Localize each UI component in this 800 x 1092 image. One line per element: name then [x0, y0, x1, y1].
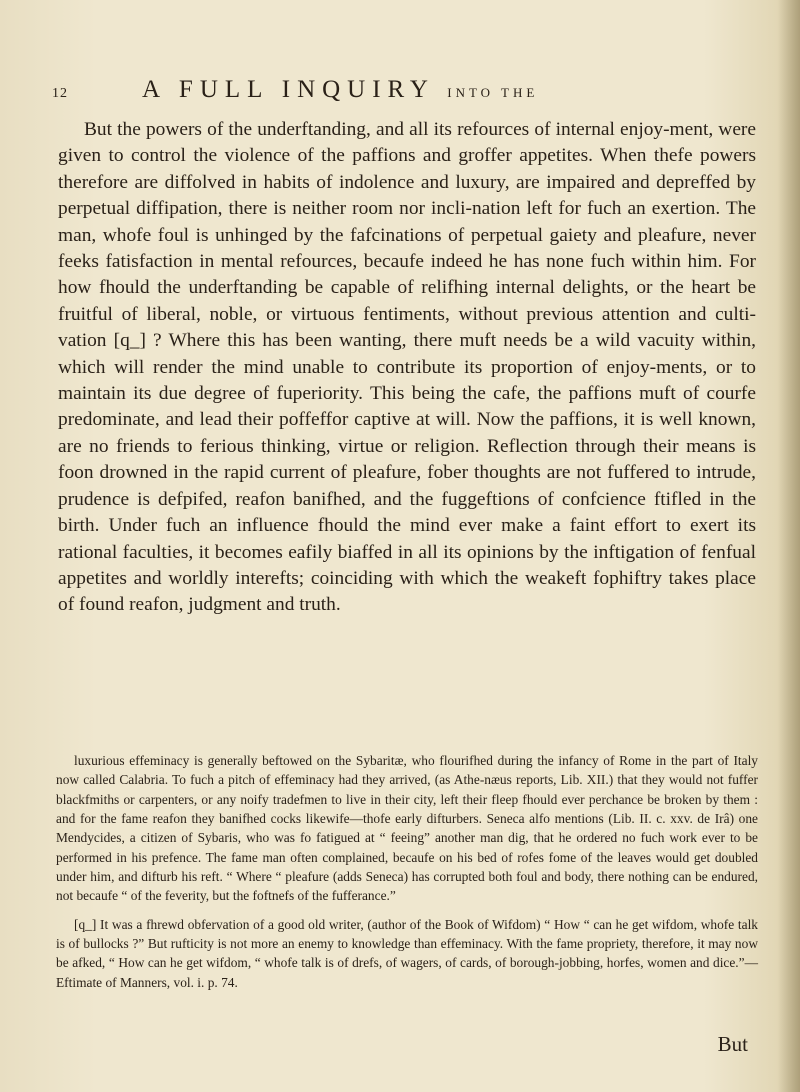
page-header — [52, 74, 752, 110]
page-edge-shadow — [778, 0, 800, 1092]
page-number: 12 — [52, 86, 68, 101]
footnotes — [56, 751, 758, 992]
catchword: But — [717, 1032, 748, 1056]
footnote-q: [q_] It was a fhrewd obfervation of a good old writer, (author of the Book of Wifdom) “ How “ can he get wifdom, whofe talk is of bullocks ?” But rufticity is not more an enemy to knowledge than effeminacy. With the fame propriety, therefore, it may now be afked, “ How can he get wifdom, “ whofe talk is of drefs, of wagers, of cards, of borough-jobbing, horfes, women and dice.”—Eftimate of Manners, vol. i. p. 74. — [56, 916, 758, 990]
running-head-small: INTO THE — [447, 85, 539, 100]
running-head — [142, 76, 538, 104]
running-head-main: A FULL INQUIRY — [142, 76, 434, 103]
footnote-continued: luxurious effeminacy is generally beftowed on the Sybaritæ, who flourifhed during the infancy of Rome in the part of Italy now called Calabria. To fuch a pitch of effeminacy had they arrived, (as Athe-næus reports, Lib. XII.) that they would not fuffer blackfmiths or carpenters, or any noify tradefmen to live in their city, left their fleep fhould ever perchance be broken by them : and for the fame reafon they banifhed cocks likewife—thofe early difturbers. Seneca alfo mentions (Lib. II. c. xxv. de Irâ) one Mendycides, a citizen of Sybaris, who was fo fatigued at “ feeing” another man dig, that he ordered no fuch work ever to be performed in his prefence. The fame man often complained, becaufe on his bed of rofes fome of the leaves would get doubled under him, and difturb his reft. “ Where “ pleafure (adds Seneca) has corrupted both foul and body, there nothing can be endured, not becaufe “ of the feverity, but the foftnefs of the fufferance.” — [56, 753, 758, 904]
body-paragraph: But the powers of the underftanding, and all its refources of internal enjoy-ment, were given to control the violence of the paffions and groffer appetites. When thefe powers therefore are diffolved in habits of indolence and luxury, are impaired and depreffed by perpetual diffipation, there is neither room nor incli-nation left for fuch an exertion. The man, whofe foul is unhinged by the fafcinations of perpetual gaiety and pleafure, never feeks fatisfaction in mental refources, becaufe indeed he has none fuch within him. For how fhould the underftanding be capable of relifhing internal delights, or the heart be fruitful of liberal, noble, or virtuous fentiments, without previous attention and culti-vation [q_] ? Where this has been wanting, there muft needs be a wild vacuity within, which will render the mind unable to contribute its proportion of enjoy-ments, or to maintain its due degree of fuperiority. This being the cafe, the paffions muft of courfe predominate, and lead their poffeffor captive at will. Now the paffions, it is well known, are no friends to ferious thinking, virtue or religion. Reflection through their means is foon drowned in the rapid current of pleafure, fober thoughts are not fuffered to intrude, prudence is defpifed, reafon banifhed, and the fuggeftions of confcience ftifled in the birth. Under fuch an influence fhould the mind ever make a faint effort to exert its rational faculties, it becomes eafily biaffed in all its opinions by the inftigation of fenfual appetites and worldly interefts; coinciding with which the weakeft fophiftry takes place of found reafon, judgment and truth. — [58, 119, 756, 616]
